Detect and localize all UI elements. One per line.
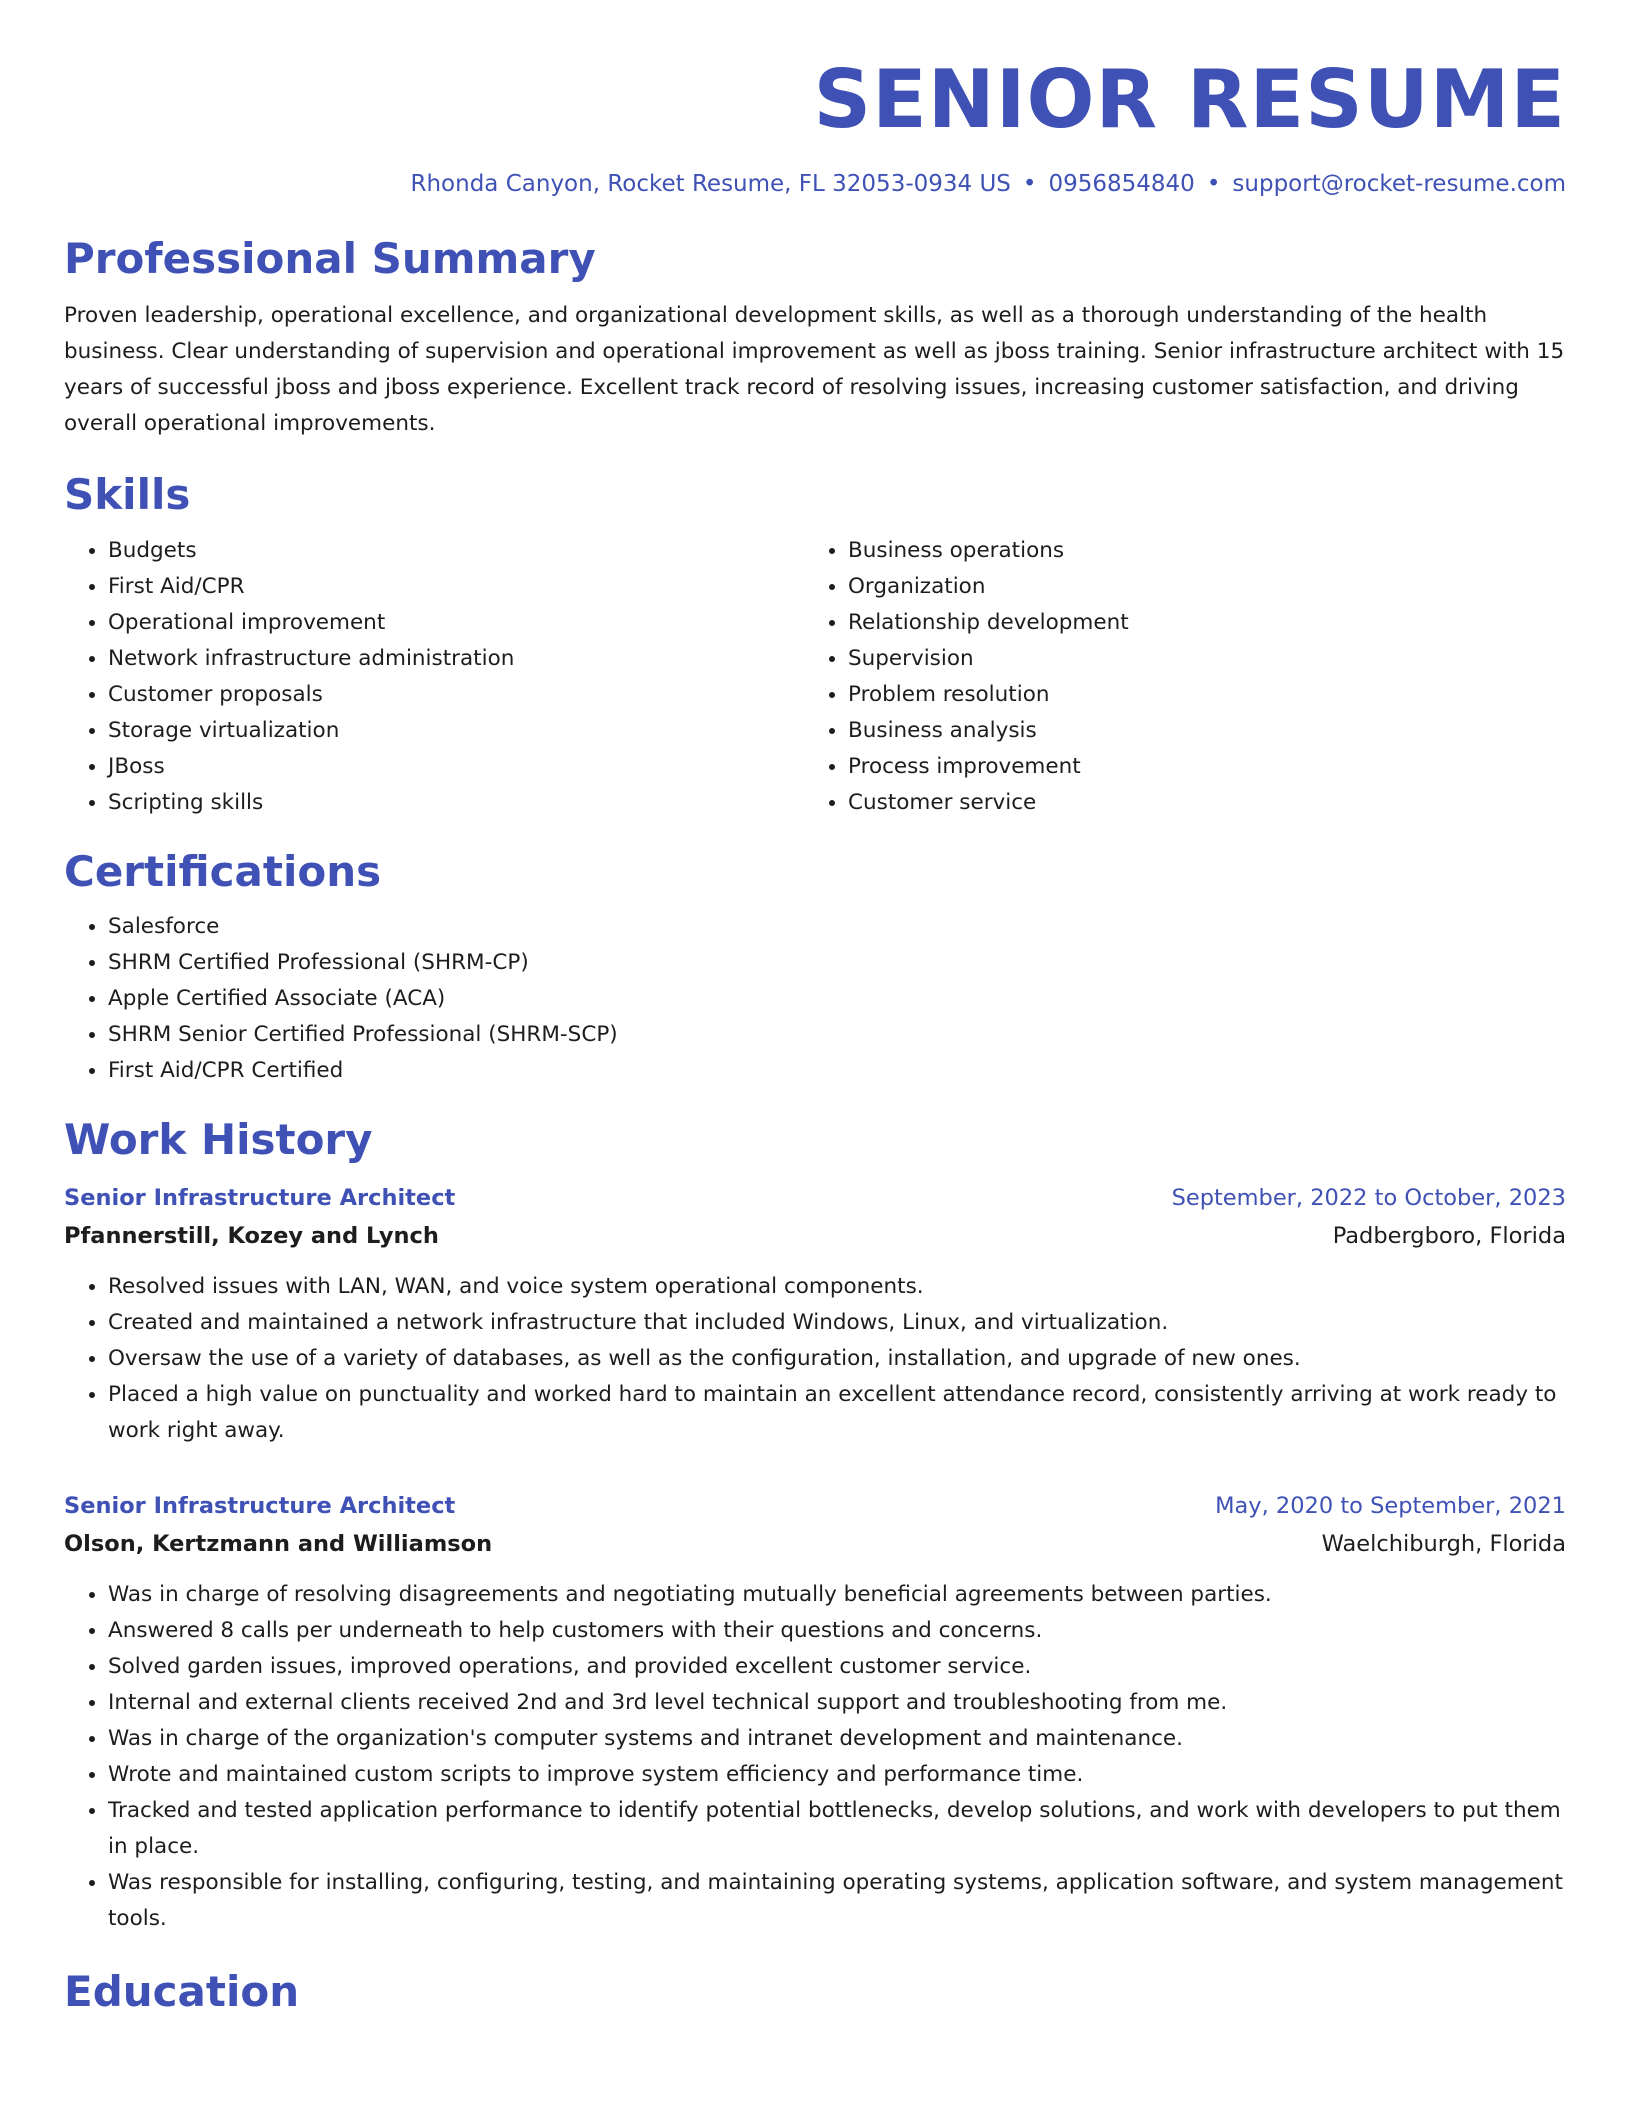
job-entry xyxy=(64,1179,1566,1449)
skill-item: • Scripting skills xyxy=(108,785,804,821)
contact-phone: 0956854840 xyxy=(1048,171,1195,197)
skill-item: • Organization xyxy=(848,569,1566,605)
summary-heading: Professional Summary xyxy=(64,233,596,283)
contact-separator: • xyxy=(1206,171,1221,197)
skills-grid xyxy=(64,533,1566,821)
contact-separator: • xyxy=(1022,171,1037,197)
job-location: Waelchiburgh, Florida xyxy=(1321,1531,1566,1558)
contact-line xyxy=(64,170,1566,200)
skill-item: • Business analysis xyxy=(848,713,1566,749)
job-duty: • Was responsible for installing, configuring, testing, and maintaining operating systems, application software, and system management tools. xyxy=(108,1865,1566,1937)
job-dates: May, 2020 to September, 2021 xyxy=(1215,1493,1566,1520)
job-duty: • Placed a high value on punctuality and worked hard to maintain an excellent attendance record, consistently arriving at work ready to work right away. xyxy=(108,1377,1566,1449)
job-location: Padbergboro, Florida xyxy=(1332,1223,1566,1250)
certifications-heading: Certifications xyxy=(64,846,382,896)
job-duty: • Wrote and maintained custom scripts to improve system efficiency and performance time. xyxy=(108,1757,1566,1793)
job-duty: • Created and maintained a network infrastructure that included Windows, Linux, and virtualization. xyxy=(108,1305,1566,1341)
job-dates: September, 2022 to October, 2023 xyxy=(1171,1185,1566,1212)
skill-item: • Storage virtualization xyxy=(108,713,804,749)
job-duty: • Internal and external clients received 2nd and 3rd level technical support and troubleshooting from me. xyxy=(108,1685,1566,1721)
job-company: Pfannerstill, Kozey and Lynch xyxy=(64,1223,439,1250)
job-duties-list xyxy=(64,1577,1566,1937)
job-header-row xyxy=(64,1487,1566,1525)
certification-item: • SHRM Senior Certified Professional (SHRM-SCP) xyxy=(108,1017,1566,1053)
skill-item: • First Aid/CPR xyxy=(108,569,804,605)
job-title: Senior Infrastructure Architect xyxy=(64,1185,456,1212)
job-employer-row xyxy=(64,1525,1566,1563)
job-duty: • Solved garden issues, improved operations, and provided excellent customer service. xyxy=(108,1649,1566,1685)
job-header-row xyxy=(64,1179,1566,1217)
job-duty: • Tracked and tested application performance to identify potential bottlenecks, develop solutions, and work with developers to put them in place. xyxy=(108,1793,1566,1865)
education-heading: Education xyxy=(64,1967,300,2017)
work-history-heading: Work History xyxy=(64,1115,373,1165)
skills-heading: Skills xyxy=(64,470,191,520)
skill-item: • Business operations xyxy=(848,533,1566,569)
skill-item: • Network infrastructure administration xyxy=(108,641,804,677)
job-duty: • Was in charge of resolving disagreements and negotiating mutually beneficial agreements between parties. xyxy=(108,1577,1566,1613)
job-duties-list xyxy=(64,1269,1566,1449)
summary-text: Proven leadership, operational excellence, and organizational development skills, as well as a thorough understanding of the health business. Clear understanding of supervision and operational improvement as well as jboss training. Senior infrastructure architect with 15 years of successful jboss and jboss experience. Excellent track record of resolving issues, increasing customer satisfaction, and driving overall operational improvements. xyxy=(64,303,1565,437)
contact-address: Rhonda Canyon, Rocket Resume, FL 32053-0934 US xyxy=(410,171,1011,197)
job-company: Olson, Kertzmann and Williamson xyxy=(64,1531,493,1558)
document-title: SENIOR RESUME xyxy=(813,53,1566,146)
skill-item: • Process improvement xyxy=(848,749,1566,785)
job-duty: • Was in charge of the organization's computer systems and intranet development and maintenance. xyxy=(108,1721,1566,1757)
certification-item: • Apple Certified Associate (ACA) xyxy=(108,981,1566,1017)
skills-list-right xyxy=(804,533,1566,821)
job-duty: • Oversaw the use of a variety of databases, as well as the configuration, installation, and upgrade of new ones. xyxy=(108,1341,1566,1377)
skill-item: • Customer service xyxy=(848,785,1566,821)
skill-item: • Customer proposals xyxy=(108,677,804,713)
skill-item: • Supervision xyxy=(848,641,1566,677)
certifications-list xyxy=(64,909,1566,1089)
job-entry xyxy=(64,1487,1566,1937)
contact-email[interactable]: support@rocket-resume.com xyxy=(1232,171,1566,197)
skills-list-left xyxy=(64,533,804,821)
certification-item: • SHRM Certified Professional (SHRM-CP) xyxy=(108,945,1566,981)
job-title: Senior Infrastructure Architect xyxy=(64,1493,456,1520)
certification-item: • First Aid/CPR Certified xyxy=(108,1053,1566,1089)
skill-item: • Budgets xyxy=(108,533,804,569)
certification-item: • Salesforce xyxy=(108,909,1566,945)
skill-item: • Operational improvement xyxy=(108,605,804,641)
job-employer-row xyxy=(64,1217,1566,1255)
skill-item: • Relationship development xyxy=(848,605,1566,641)
job-duty: • Answered 8 calls per underneath to help customers with their questions and concerns. xyxy=(108,1613,1566,1649)
job-duty: • Resolved issues with LAN, WAN, and voice system operational components. xyxy=(108,1269,1566,1305)
skill-item: • Problem resolution xyxy=(848,677,1566,713)
skill-item: • JBoss xyxy=(108,749,804,785)
